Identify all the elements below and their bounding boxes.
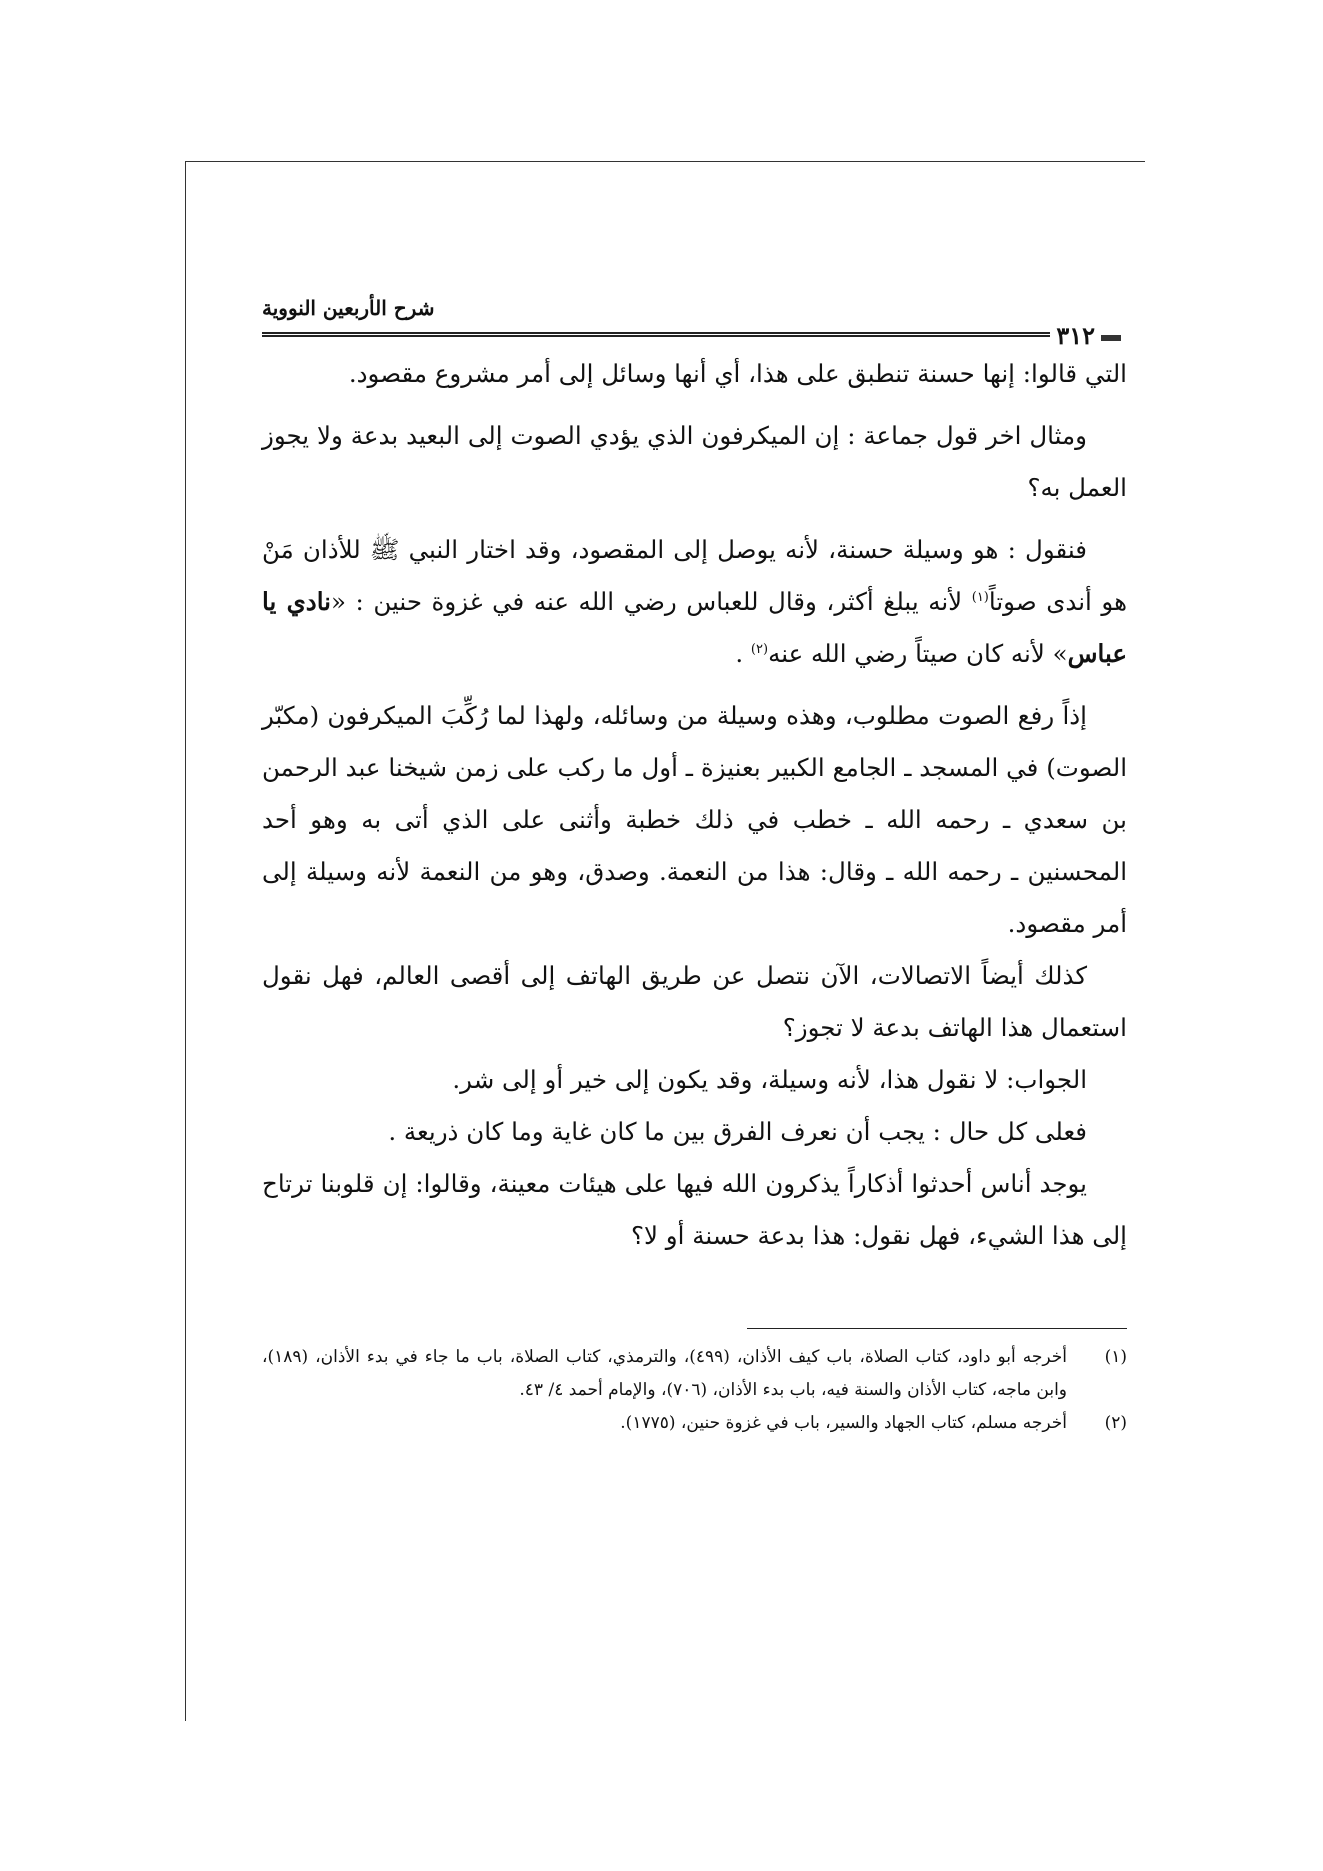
paragraph-3-part-c: » لأنه كان صيتاً رضي الله عنه <box>768 639 1068 668</box>
paragraph-1: التي قالوا: إنها حسنة تنطبق على هذا، أي أنها وسائل إلى أمر مشروع مقصود. <box>348 359 1127 388</box>
footnotes <box>262 1341 1127 1440</box>
paragraph-8: يوجد أناس أحدثوا أذكاراً يذكرون الله فيها على هيئات معينة، وقالوا: إن قلوبنا ترتاح إلى هذا الشيء، فهل نقول: هذا بدعة حسنة أو لا؟ <box>262 1169 1127 1250</box>
page-number: ٣١٢ <box>1050 321 1127 350</box>
footnote-2 <box>262 1407 1127 1440</box>
book-page <box>262 296 1127 1440</box>
paragraph-2: ومثال اخر قول جماعة : إن الميكرفون الذي يؤدي الصوت إلى البعيد بدعة ولا يجوز العمل به؟ <box>262 421 1127 502</box>
footnote-number: (٢) <box>1104 1413 1127 1433</box>
running-title: شرح الأربعين النووية <box>262 296 435 320</box>
paragraph-3-part-a: فنقول : هو وسيلة حسنة، لأنه يوصل إلى المقصود، وقد اختار النبي ﷺ للأذان مَنْ هو أندى صوتاً <box>262 535 1128 616</box>
paragraph-6: الجواب: لا نقول هذا، لأنه وسيلة، وقد يكون إلى خير أو إلى شر. <box>452 1065 1087 1094</box>
paragraph-3 <box>262 524 1127 680</box>
footnote-number: (١) <box>1104 1347 1127 1367</box>
page-header <box>262 296 1127 348</box>
paragraph-5: كذلك أيضاً الاتصالات، الآن نتصل عن طريق الهاتف إلى أقصى العالم، فهل نقول استعمال هذا الهاتف بدعة لا تجوز؟ <box>262 961 1127 1042</box>
hadith-quote: نادي يا عباس <box>262 587 1127 668</box>
footnote-text: أخرجه مسلم، كتاب الجهاد والسير، باب في غزوة حنين، (١٧٧٥). <box>620 1413 1067 1433</box>
header-double-rule <box>262 332 1127 337</box>
page-frame-top-rule <box>185 161 1145 162</box>
footnote-1 <box>262 1341 1127 1407</box>
footnote-ref-1[interactable]: (١) <box>971 589 989 605</box>
paragraph-4: إذاً رفع الصوت مطلوب، وهذه وسيلة من وسائله، ولهذا لما رُكِّبَ الميكرفون (مكبّر الصوت) في المسجد ـ الجامع الكبير بعنيزة ـ أول ما ركب على زمن شيخنا عبد الرحمن بن سعدي ـ رحمه الله ـ خطب في ذلك خطبة وأثنى على الذي أتى به وهو أحد المحسنين ـ رحمه الله ـ وقال: هذا من النعمة. وصدق، وهو من النعمة لأنه وسيلة إلى أمر مقصود. <box>262 701 1127 938</box>
body-text <box>262 348 1127 1262</box>
footnote-separator <box>747 1328 1127 1329</box>
page-frame-left-rule <box>185 161 186 1721</box>
footnote-text: أخرجه أبو داود، كتاب الصلاة، باب كيف الأذان، (٤٩٩)، والترمذي، كتاب الصلاة، باب ما جاء في بدء الأذان، (١٨٩)، وابن ماجه، كتاب الأذان والسنة فيه، باب بدء الأذان، (٧٠٦)، والإمام أحمد ٤/ ٤٣. <box>262 1347 1067 1400</box>
footnote-ref-2[interactable]: (٢) <box>750 641 769 657</box>
paragraph-3-part-b: لأنه يبلغ أكثر، وقال للعباس رضي الله عنه في غزوة حنين : « <box>330 587 972 616</box>
paragraph-3-part-d: . <box>735 639 751 668</box>
paragraph-7: فعلى كل حال : يجب أن نعرف الفرق بين ما كان غاية وما كان ذريعة . <box>388 1117 1087 1146</box>
